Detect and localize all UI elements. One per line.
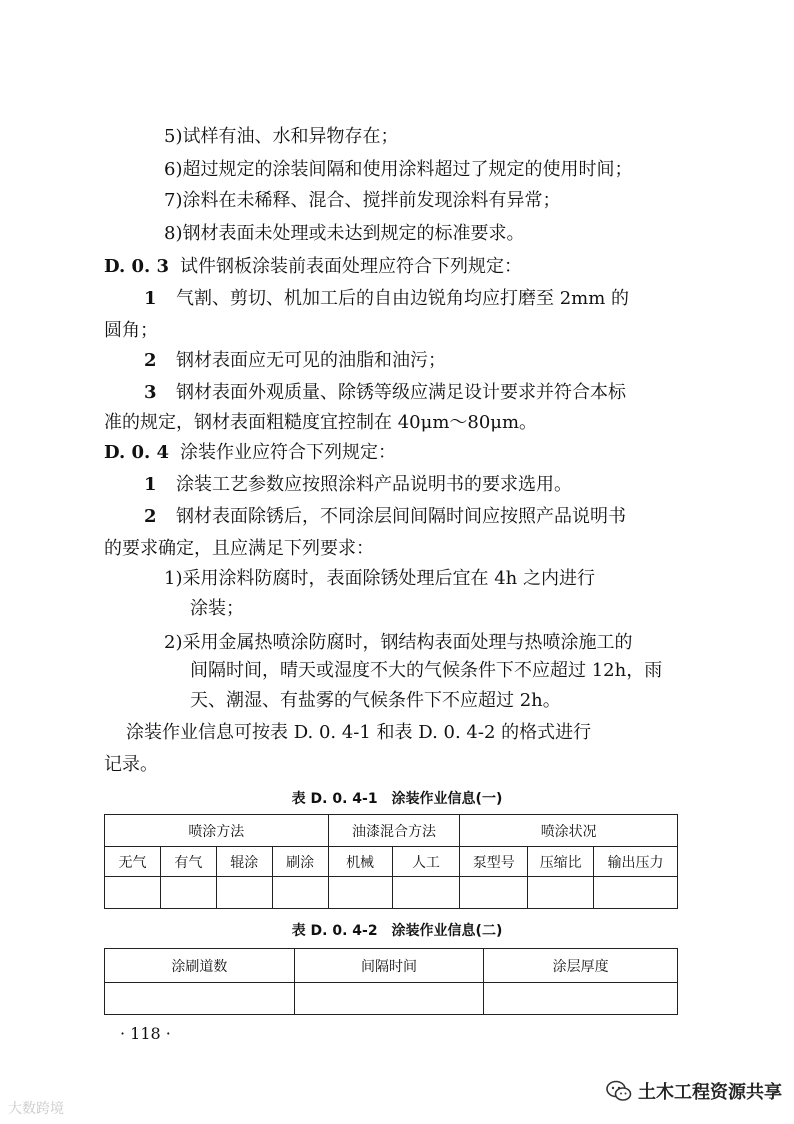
group-spray-condition: 喷涂状况 [460, 815, 678, 847]
clause-d04-number: D. 0. 4 [104, 442, 170, 463]
d04-item-1-number: 1 [144, 474, 157, 495]
clause-d03-number: D. 0. 3 [104, 256, 170, 277]
table-cell [460, 877, 528, 909]
table-row [105, 983, 678, 1015]
wechat-icon [606, 1080, 632, 1102]
table-1-caption: 表 D. 0. 4-1 涂装作业信息(一) [291, 791, 503, 807]
watermark-left-text: 大数跨境 [8, 1101, 64, 1117]
d04-item-2-line-1: 钢材表面除锈后，不同涂层间间隔时间应按照产品说明书 [176, 506, 626, 527]
table-2-header-row [105, 949, 678, 983]
item-5: 5)试样有油、水和异物存在； [164, 126, 399, 147]
d04-item-2-number: 2 [144, 506, 157, 527]
watermark-left [8, 1098, 64, 1118]
record-note-line-1: 涂装作业信息可按表 D. 0. 4-1 和表 D. 0. 4-2 的格式进行 [126, 722, 592, 743]
d03-item-1-line-1: 气割、剪切、机加工后的自由边锐角均应打磨至 2mm 的 [176, 288, 630, 309]
d03-item-2-number: 2 [144, 350, 157, 371]
table-cell [328, 877, 392, 909]
table-2-caption: 表 D. 0. 4-2 涂装作业信息(二) [291, 923, 503, 939]
sub-item-1-line-1: 1)采用涂料防腐时，表面除锈处理后宜在 4h 之内进行 [164, 568, 595, 589]
d03-item-3-line-1: 钢材表面外观质量、除锈等级应满足设计要求并符合本标 [176, 382, 626, 403]
table-cell [528, 877, 594, 909]
col-brush: 刷涂 [272, 847, 328, 877]
col-pump-model: 泵型号 [460, 847, 528, 877]
table-cell [484, 983, 678, 1015]
table-cell [272, 877, 328, 909]
col-output-pressure: 输出压力 [594, 847, 678, 877]
clause-d03-text: 试件钢板涂装前表面处理应符合下列规定： [180, 256, 522, 277]
group-paint-mix-method: 油漆混合方法 [328, 815, 460, 847]
col-manual: 人工 [392, 847, 460, 877]
col-coat-count: 涂刷道数 [105, 949, 295, 983]
table-2 [104, 948, 678, 1015]
item-8: 8)钢材表面未处理或未达到规定的标准要求。 [164, 223, 525, 244]
item-6: 6)超过规定的涂装间隔和使用涂料超过了规定的使用时间； [164, 159, 633, 180]
table-cell [216, 877, 272, 909]
d03-item-1-line-2: 圆角； [104, 320, 158, 341]
col-mechanical: 机械 [328, 847, 392, 877]
record-note-line-2: 记录。 [104, 754, 158, 775]
watermark-right [606, 1078, 782, 1104]
item-7: 7)涂料在未稀释、混合、搅拌前发现涂料有异常； [164, 190, 561, 211]
sub-item-2-line-1: 2)采用金属热喷涂防腐时，钢结构表面处理与热喷涂施工的 [164, 632, 633, 653]
sub-item-1-line-2: 涂装； [190, 598, 244, 619]
table-1-header-row [105, 847, 678, 877]
table-cell [160, 877, 216, 909]
page-number: · 118 · [120, 1024, 171, 1043]
d03-item-3-number: 3 [144, 382, 157, 403]
table-cell [392, 877, 460, 909]
col-air: 有气 [160, 847, 216, 877]
sub-item-2-line-3: 天、潮湿、有盐雾的气候条件下不应超过 2h。 [190, 690, 561, 711]
d03-item-2: 钢材表面应无可见的油脂和油污； [176, 350, 446, 371]
group-spray-method: 喷涂方法 [105, 815, 329, 847]
watermark-right-text: 土木工程资源共享 [638, 1082, 782, 1103]
col-roller: 辊涂 [216, 847, 272, 877]
table-cell [294, 983, 484, 1015]
d03-item-1-number: 1 [144, 288, 157, 309]
col-interval-time: 间隔时间 [294, 949, 484, 983]
table-row [105, 877, 678, 909]
table-cell [105, 877, 161, 909]
d04-item-1: 涂装工艺参数应按照涂料产品说明书的要求选用。 [176, 474, 572, 495]
clause-d04-text: 涂装作业应符合下列规定： [180, 442, 396, 463]
table-1 [104, 814, 678, 909]
table-cell [105, 983, 295, 1015]
d03-item-3-line-2: 准的规定，钢材表面粗糙度宜控制在 40μm～80μm。 [104, 412, 538, 433]
col-airless: 无气 [105, 847, 161, 877]
table-1-group-row [105, 815, 678, 847]
col-coat-thickness: 涂层厚度 [484, 949, 678, 983]
table-cell [594, 877, 678, 909]
col-compression-ratio: 压缩比 [528, 847, 594, 877]
sub-item-2-line-2: 间隔时间，晴天或湿度不大的气候条件下不应超过 12h，雨 [190, 660, 663, 681]
d04-item-2-line-2: 的要求确定，且应满足下列要求： [104, 538, 374, 559]
